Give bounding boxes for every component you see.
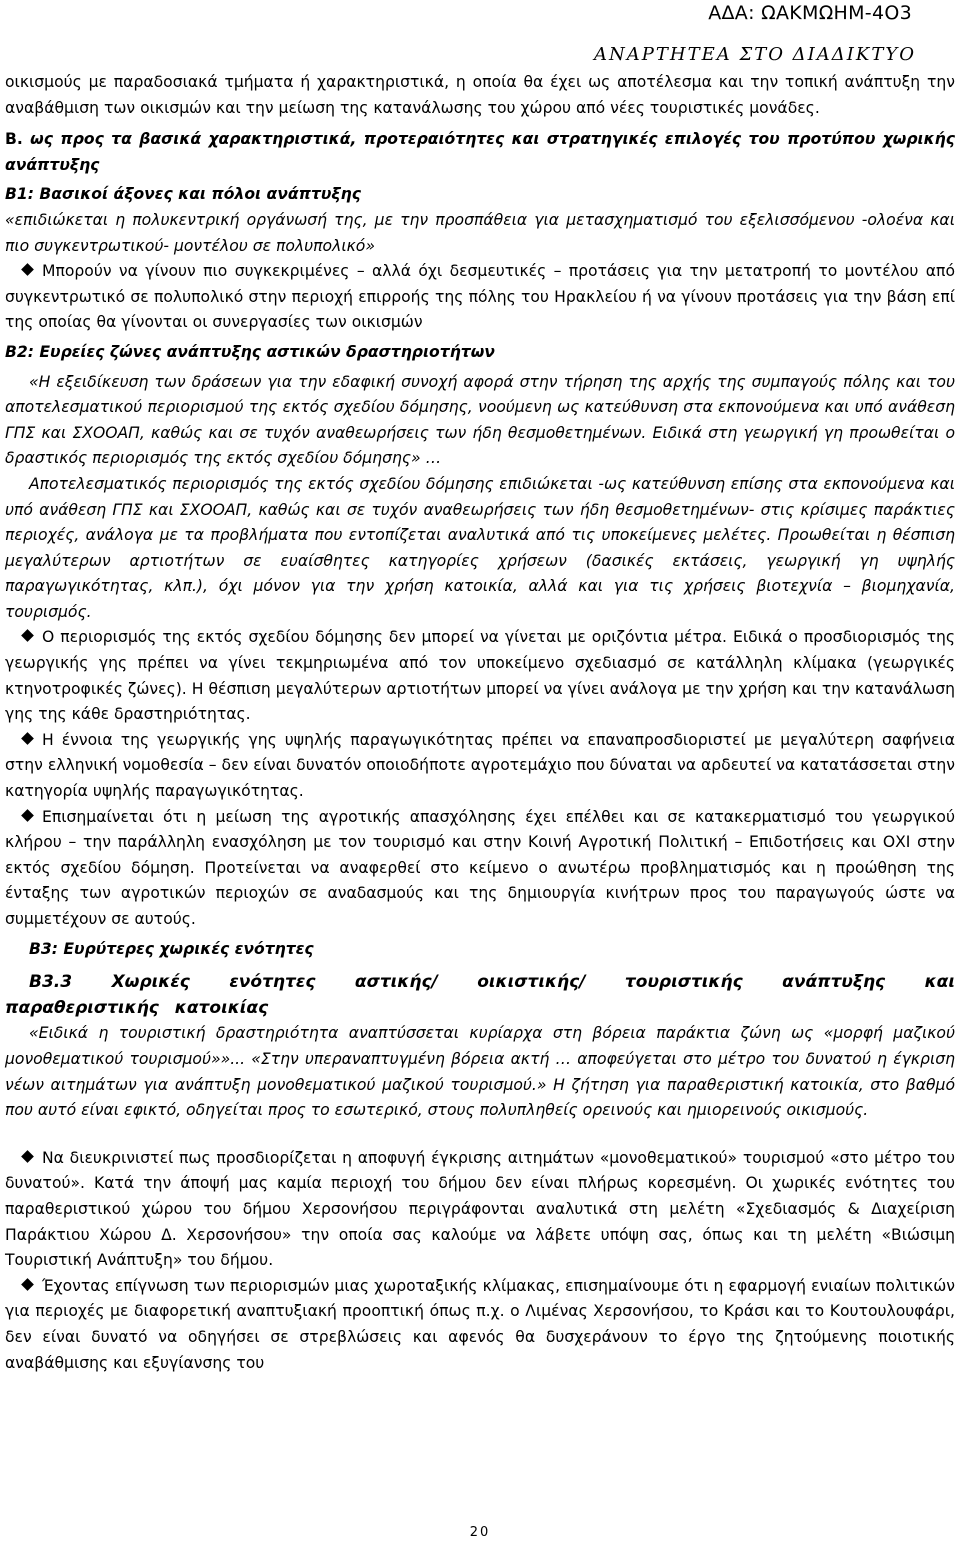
spacer xyxy=(5,1124,955,1146)
document-body xyxy=(5,70,955,1376)
section-b2-heading: Β2: Ευρείες ζώνες ανάπτυξης αστικών δραστηριοτήτων xyxy=(5,342,495,361)
section-b-heading xyxy=(5,127,955,178)
section-b1-quote: «επιδιώκεται η πολυκεντρική οργάνωσή της, με την προσπάθεια για μετασχηματισμό του εξελισσόμενου -ολοένα και πιο συγκεντρωτικού- μοντέλου σε πολυπολικό» xyxy=(5,210,955,255)
section-b2-bullet-1 xyxy=(5,625,955,727)
section-b2-quote: «Η εξειδίκευση των δράσεων για την εδαφική συνοχή αφορά στην τήρηση της αρχής της συμπαγούς πόλης και του αποτελεσματικού περιορισμού της εκτός σχεδίου δόμησης, νοούμενη ως κατεύθυνση στα εκπονούμενα και υπό ανάθεση ΓΠΣ και ΣΧΟΟΑΠ, καθώς και σε τυχόν αναθεωρήσεις των ήδη θεσμοθετημένων. Ειδικά στη γεωργική γη προωθείται ο δραστικός περιορισμός της εκτός σχεδίου δόμησης» … xyxy=(5,372,955,468)
section-b33-quote: «Ειδικά η τουριστική δραστηριότητα αναπτύσσεται κυρίαρχα στη βόρεια παράκτια ζώνη ως «μορφή μαζικού μονοθεματικού τουρισμού»»... «Στην υπεραναπτυγμένη βόρεια ακτή … αποφεύγεται στο μέτρο του δυνατού η έγκριση νέων αιτημάτων για ανάπτυξη μονοθεματικού μαζικού τουρισμού.» Η ζήτηση για παραθεριστική κατοικία, στο βαθμό που αυτό είναι εφικτό, οδηγείται προς το εσωτερικό, στους πολυπληθείς ορεινούς και ημιορεινούς οικισμούς. xyxy=(5,1024,955,1120)
section-b3-heading: Β3: Ευρύτερες χωρικές ενότητες xyxy=(29,939,314,958)
bullet-text: Επισημαίνεται ότι η μείωση της αγροτικής απασχόλησης έχει επέλθει και σε κατακερματισμό του γεωργικού κλήρου – την παράλληλη ενασχόληση με τον τουρισμό και στην Κοινή Αγροτική Πολιτική – Επιδοτήσεις και ΟΧΙ στην εκτός σχεδίου δόμηση. Προτείνεται να αναφερθεί στο κείμενο ο ανωτέρω προβληματισμός και η προώθηση της ένταξης των αγροτικών περιοχών σε αναδασμούς και της δημιουργία κινήτρων προς του παραγωγούς ώστε να συμμετέχουν σε αυτούς. xyxy=(5,807,955,928)
bullet-text: Μπορούν να γίνουν πιο συγκεκριμένες – αλλά όχι δεσμευτικές – προτάσεις για την μετατροπή το μοντέλου από συγκεντρωτικό σε πολυπολικό στην περιοχή επιρροής της πόλης του Ηρακλείου ή να γίνουν προτάσεις για την βάση επί της οποίας θα γίνονται οι συνεργασίες των οικισμών xyxy=(5,262,955,332)
section-b1-heading: Β1: Βασικοί άξονες και πόλοι ανάπτυξης xyxy=(5,185,361,204)
page-number: 20 xyxy=(469,1525,491,1540)
section-b33-bullet-2 xyxy=(5,1274,955,1376)
bullet-text: Ο περιορισμός της εκτός σχεδίου δόμησης δεν μπορεί να γίνεται με οριζόντια μέτρα. Ειδικά ο προσδιορισμός της γεωργικής γης πρέπει να γίνει τεκμηριωμένα από τον υποκείμενο σχεδιασμό σε κατάλληλη κλίμακα (γεωργικές κτηνοτροφικές ζώνες). Η θέσπιση μεγαλύτερων αρτιοτήτων μπορεί να γίνει ανάλογα με την χρήση και την κατανάλωση γης της κάθε δραστηριότητας. xyxy=(5,628,955,724)
section-b2-quote-continued: Αποτελεσματικός περιορισμός της εκτός σχεδίου δόμησης επιδιώκεται -ως κατεύθυνση επίσης στα εκπονούμενα και υπό ανάθεση ΓΠΣ και ΣΧΟΟΑΠ, καθώς και σε τυχόν αναθεωρήσεις των ήδη θεσμοθετημένων- στις κρίσιμες παράκτιες περιοχές, ανάλογα με τα προβλήματα που εντοπίζεται αναλυτικά από τις υποκείμενες μελέτες. Προωθείται η θέσπιση μεγαλύτερων αρτιοτήτων σε ευαίσθητες κατηγορίες χρήσεων (δασικές εκτάσεις, γεωργική γη υψηλής παραγωγικότητας, κλπ.), όχι μόνον για την χρήση κατοικία, αλλά και για τις χρήσεις βιοτεχνία – βιομηχανία, τουρισμός. xyxy=(5,474,955,621)
section-b-number: Β. xyxy=(5,130,23,149)
bullet-text: Η έννοια της γεωργικής γης υψηλής παραγωγικότητας πρέπει να επαναπροσδιοριστεί με μεγαλύτερη σαφήνεια στην ελληνική νομοθεσία – δεν είναι δυνατόν οποιοδήποτε αγροτεμάχιο που δύναται να αρδευτεί να κατατάσσεται στην κατηγορία υψηλής παραγωγικότητας. xyxy=(5,730,955,801)
diamond-bullet-icon xyxy=(21,630,34,643)
section-b2-bullet-2 xyxy=(5,728,955,805)
section-b33-heading: Β3.3 Χωρικές ενότητες αστικής/ οικιστικής/ τουριστικής ανάπτυξης και παραθεριστικής κατοικίας xyxy=(5,972,955,1018)
section-b1-bullet xyxy=(5,259,955,336)
diamond-bullet-icon xyxy=(21,732,34,745)
diamond-bullet-icon xyxy=(21,1278,34,1291)
diamond-bullet-icon xyxy=(21,263,34,276)
section-b33-bullet-1 xyxy=(5,1146,955,1274)
diamond-bullet-icon xyxy=(21,809,34,822)
section-b2-bullet-3 xyxy=(5,805,955,933)
publish-notice: ΑΝΑΡΤΗΤΕΑ ΣΤΟ ΔΙΑΔΙΚΤΥΟ xyxy=(594,44,916,65)
section-b-title: ως προς τα βασικά χαρακτηριστικά, προτεραιότητες και στρατηγικές επιλογές του προτύπου χωρικής ανάπτυξης xyxy=(5,130,955,174)
diamond-bullet-icon xyxy=(21,1150,34,1163)
bullet-text: Να διευκρινιστεί πως προσδιορίζεται η αποφυγή έγκρισης αιτημάτων «μονοθεματικού» τουρισμού «στο μέτρο του δυνατού». Κατά την άποψή μας καμία περιοχή του δήμου δεν είναι πλήρως κορεσμένη. Οι χωρικές ενότητες του παραθεριστικού χώρου του δήμου Χερσονήσου περιγράφονται αναλυτικά στη μελέτη «Σχεδιασμός & Διαχείριση Παράκτιου Χώρου Δ. Χερσονήσου» την οποία σας καλούμε να λάβετε υπόψη σας, όπως και τη μελέτη «Βιώσιμη Τουριστική Ανάπτυξη» του δήμου. xyxy=(5,1148,955,1270)
paragraph-intro: οικισμούς με παραδοσιακά τμήματα ή χαρακτηριστικά, η οποία θα έχει ως αποτέλεσμα και την τοπική ανάπτυξη την αναβάθμιση των οικισμών και την μείωση της κατανάλωσης του χώρου από νέες τουριστικές μονάδες. xyxy=(5,73,955,117)
ada-code: ΑΔΑ: ΩΑΚΜΩΗΜ-4Ο3 xyxy=(708,2,912,24)
bullet-text: Έχοντας επίγνωση των περιορισμών μιας χωροταξικής κλίμακας, επισημαίνουμε ότι η εφαρμογή ενιαίων πολιτικών για περιοχές με διαφορετική αναπτυξιακή προοπτική όπως π.χ. ο Λιμένας Χερσονήσου, το Κράσι και το Κουτουλουφάρι, δεν είναι δυνατό να οδηγήσει σε στρεβλώσεις και αφενός θα δυσχεράνουν το έργο της ζητούμενης ποιοτικής αναβάθμισης και εξυγίανσης του xyxy=(5,1276,955,1372)
